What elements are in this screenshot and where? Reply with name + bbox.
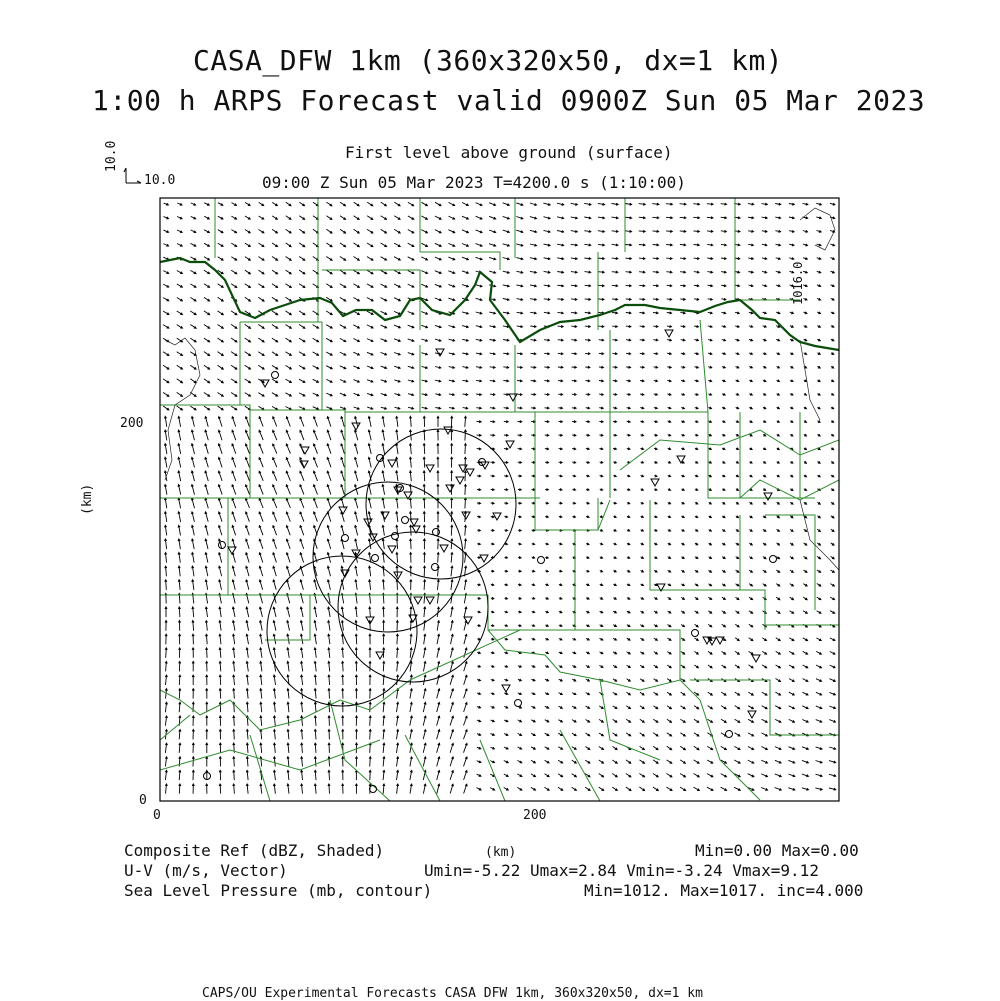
level-subtitle: First level above ground (surface) (345, 143, 673, 162)
legend-field2-name: U-V (m/s, Vector) (124, 861, 288, 880)
vector-key-u-label: 10.0 (144, 173, 176, 188)
footer-credit: CAPS/OU Experimental Forecasts CASA DFW 1km, 360x320x50, dx=1 km (202, 986, 703, 1001)
y-tick-0: 0 (139, 793, 147, 808)
y-axis-unit: (km) (80, 483, 95, 515)
y-tick-200: 200 (120, 416, 144, 431)
legend-field1-stats: Min=0.00 Max=0.00 (695, 841, 859, 860)
x-tick-0: 0 (153, 808, 161, 823)
vector-key-v-label: 10.0 (104, 140, 119, 172)
contour-label: 1016.0 (791, 261, 805, 305)
radar-range-rings (267, 429, 516, 706)
time-subtitle: 09:00 Z Sun 05 Mar 2023 T=4200.0 s (1:10:00) (262, 173, 686, 192)
x-axis-unit: (km) (485, 845, 517, 860)
title-line-1: CASA_DFW 1km (360x320x50, dx=1 km) (193, 44, 784, 77)
x-tick-200: 200 (523, 808, 547, 823)
legend-field1-name: Composite Ref (dBZ, Shaded) (124, 841, 385, 860)
legend-field2-stats: Umin=-5.22 Umax=2.84 Vmin=-3.24 Vmax=9.12 (424, 861, 819, 880)
vector-key (124, 168, 141, 183)
title-line-2: 1:00 h ARPS Forecast valid 0900Z Sun 05 Mar 2023 (92, 84, 926, 117)
legend-field3-name: Sea Level Pressure (mb, contour) (124, 881, 433, 900)
legend-field3-stats: Min=1012. Max=1017. inc=4.000 (584, 881, 864, 900)
